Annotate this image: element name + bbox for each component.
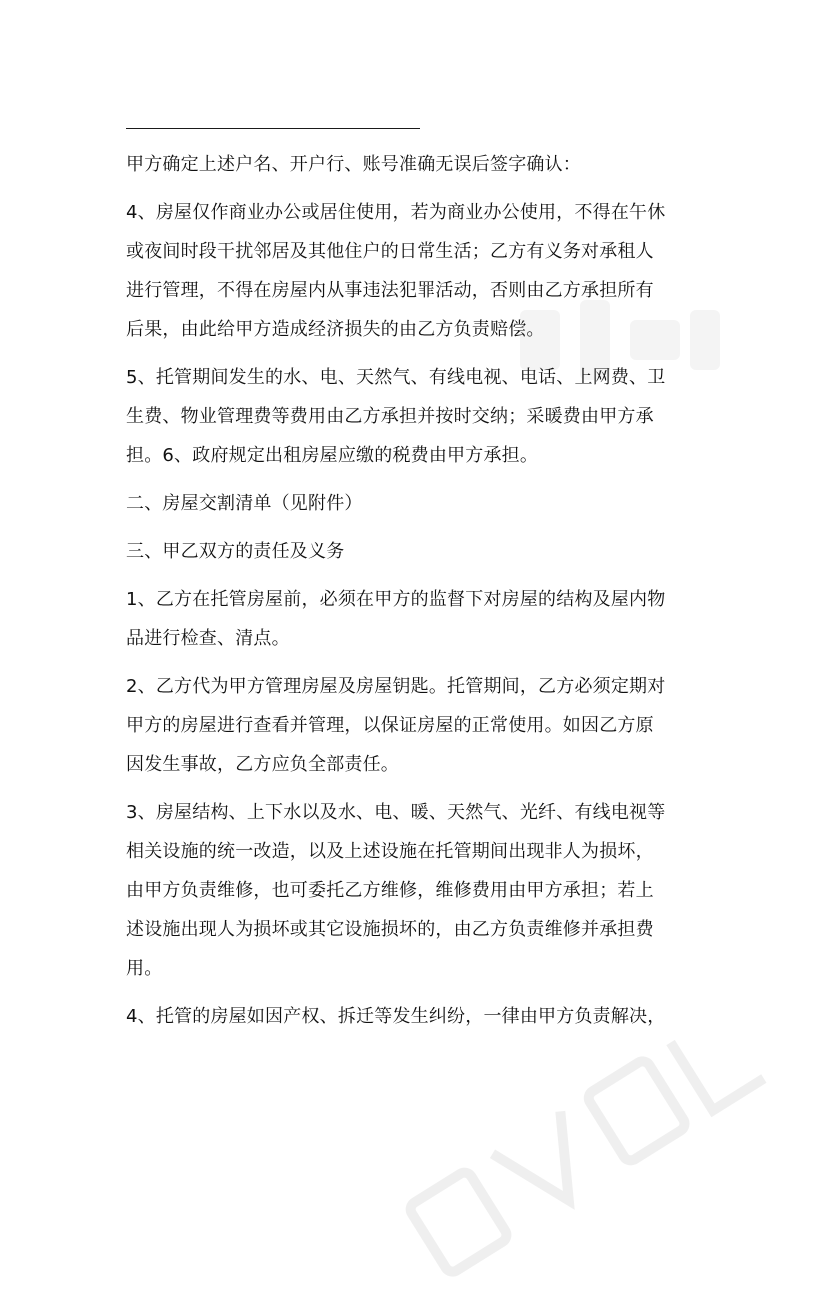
text-line: 三、甲乙双方的责任及义务 (126, 541, 345, 562)
text-line: 因发生事故，乙方应负全部责任。 (126, 754, 399, 775)
text-line: 进行管理，不得在房屋内从事违法犯罪活动，否则由乙方承担所有 (126, 280, 654, 301)
text-line: 1、乙方在托管房屋前，必须在甲方的监督下对房屋的结构及屋内物 (126, 589, 666, 610)
text-line: 甲方确定上述户名、开户行、账号准确无误后签字确认： (126, 154, 581, 175)
document-body (126, 112, 726, 1045)
paragraph-duty-4 (126, 997, 726, 1036)
paragraph-confirm (126, 145, 726, 184)
text-line: 述设施出现人为损坏或其它设施损坏的，由乙方负责维修并承担费 (126, 919, 654, 940)
text-line: 生费、物业管理费等费用由乙方承担并按时交纳；采暖费由甲方承 (126, 406, 654, 427)
paragraph-clause-4-usage (126, 193, 726, 349)
paragraph-duty-1 (126, 580, 726, 658)
text-line: 用。 (126, 958, 163, 979)
text-line: 二、房屋交割清单（见附件） (126, 493, 363, 514)
section-heading-responsibilities (126, 532, 726, 571)
text-line: 4、房屋仅作商业办公或居住使用，若为商业办公使用，不得在午休 (126, 202, 666, 223)
text-line: 担。6、政府规定出租房屋应缴的税费由甲方承担。 (126, 445, 539, 466)
blank-signature-line (126, 128, 420, 129)
paragraph-duty-2 (126, 667, 726, 784)
text-line: 2、乙方代为甲方管理房屋及房屋钥匙。托管期间，乙方必须定期对 (126, 676, 666, 697)
text-line: 或夜间时段干扰邻居及其他住户的日常生活；乙方有义务对承租人 (126, 241, 654, 262)
paragraph-clause-5-fees (126, 358, 726, 475)
text-line: 相关设施的统一改造，以及上述设施在托管期间出现非人为损坏， (126, 841, 654, 862)
text-line: 由甲方负责维修，也可委托乙方维修，维修费用由甲方承担；若上 (126, 880, 654, 901)
text-line: 品进行检查、清点。 (126, 628, 290, 649)
text-line: 4、托管的房屋如因产权、拆迁等发生纠纷，一律由甲方负责解决， (126, 1006, 666, 1027)
text-line: 3、房屋结构、上下水以及水、电、暖、天然气、光纤、有线电视等 (126, 802, 666, 823)
text-line: 甲方的房屋进行查看并管理，以保证房屋的正常使用。如因乙方原 (126, 715, 654, 736)
text-line: 后果，由此给甲方造成经济损失的由乙方负责赔偿。 (126, 319, 545, 340)
paragraph-duty-3 (126, 793, 726, 988)
text-line: 5、托管期间发生的水、电、天然气、有线电视、电话、上网费、卫 (126, 367, 666, 388)
section-heading-handover (126, 484, 726, 523)
